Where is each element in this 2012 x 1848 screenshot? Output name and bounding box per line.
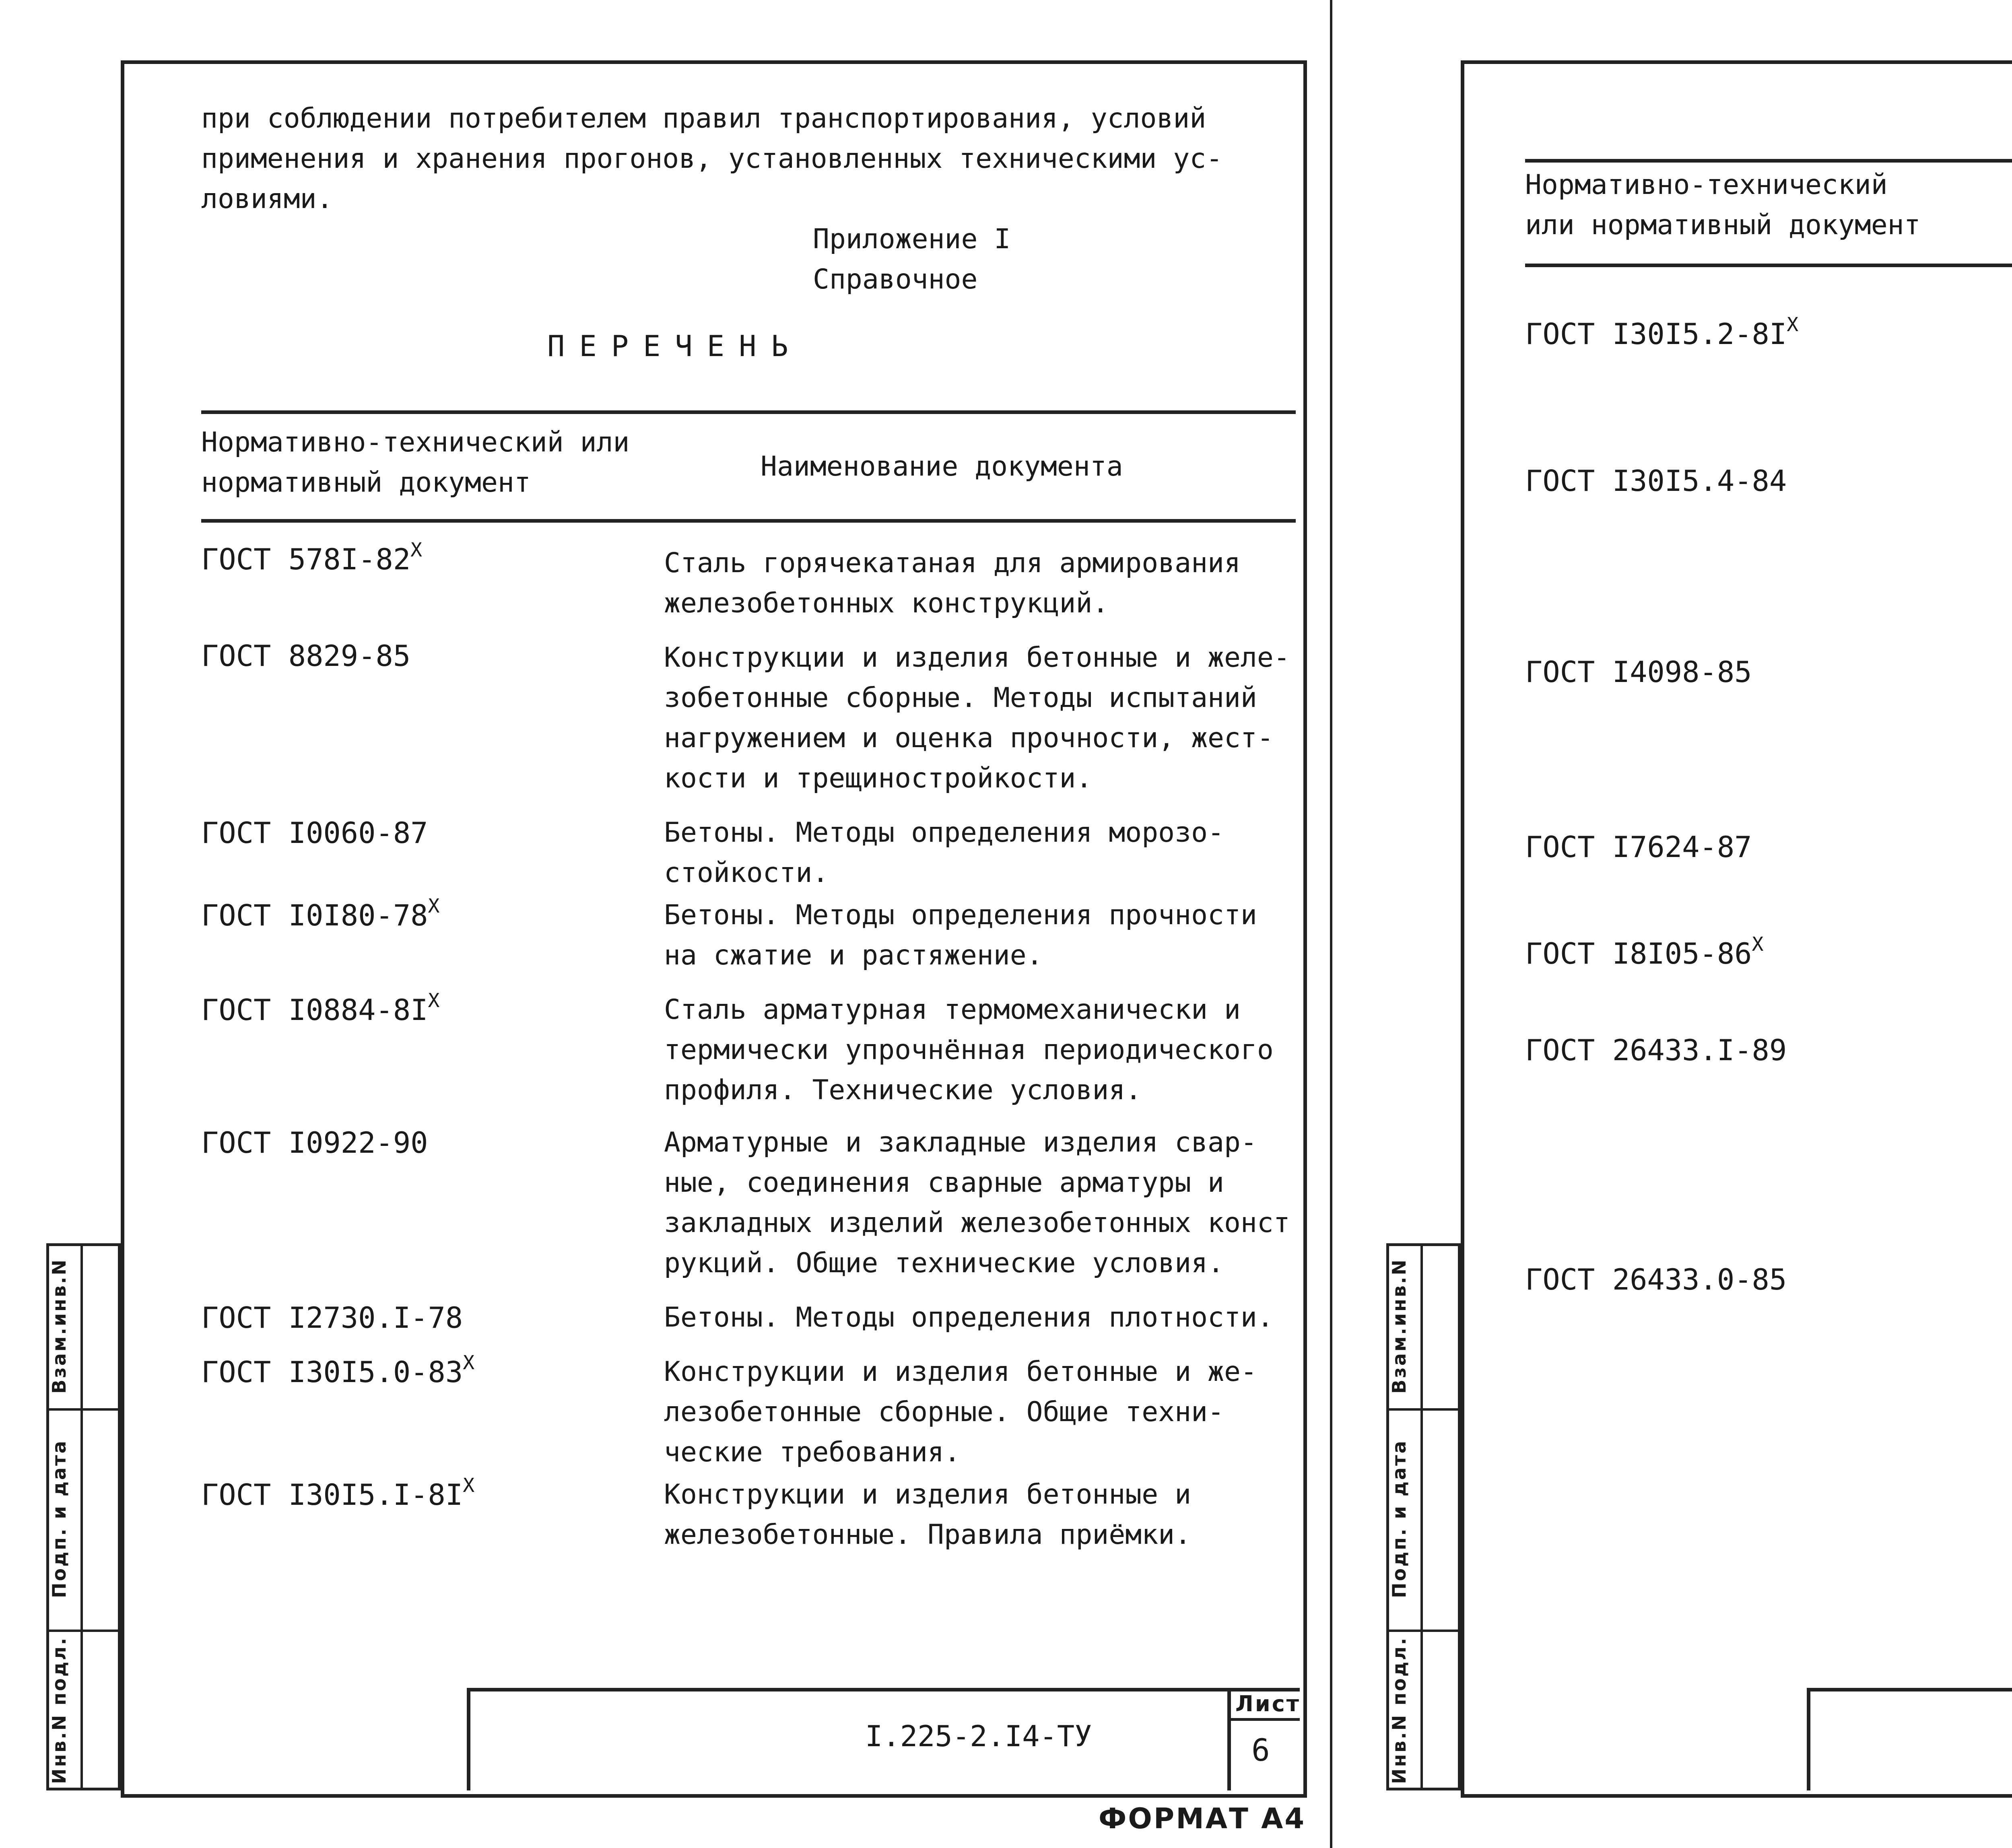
table-row-doc-name: лезобетонные сборные. Общие техни-: [664, 1396, 1224, 1428]
left-intro-line-3: ловиями.: [201, 183, 333, 215]
side-label-sign-date: Подп. и дата: [48, 1439, 70, 1599]
right-col-doc-header-2: или нормативный документ: [1525, 209, 1921, 241]
left-side-stamp-divider: [80, 1243, 83, 1790]
table-row-doc-name: рукций. Общие технические условия.: [664, 1247, 1224, 1279]
table-row-doc-code: ГОСТ $I8I05-86^X$: [1525, 933, 1764, 970]
left-titleblock-top-rule: [467, 1688, 1300, 1691]
table-row-doc-code: ГОСТ I30I5.4-84: [1525, 464, 1787, 498]
table-row-doc-name: зобетонные сборные. Методы испытаний: [664, 682, 1257, 714]
table-row-doc-name: Сталь арматурная термомеханически и: [664, 994, 1241, 1026]
table-row-doc-name: ные, соединения сварные арматуры и: [664, 1167, 1224, 1199]
table-row-doc-name: Конструкции и изделия бетонные и же-: [664, 1356, 1257, 1388]
right-header-bottom-rule: [1525, 264, 2012, 267]
side-label-sign-date: Подп. и дата: [1388, 1439, 1410, 1599]
side-label-inv-orig: Инв.N подл.: [1388, 1636, 1410, 1784]
left-header-bottom-rule: [201, 519, 1296, 523]
appendix-type: Справочное: [813, 264, 978, 295]
table-row-doc-code: ГОСТ 26433.0-85: [1525, 1263, 1787, 1296]
table-row-doc-name: кости и трещиностройкости.: [664, 762, 1093, 794]
table-row-doc-name: Бетоны. Методы определения морозо-: [664, 817, 1224, 849]
table-row-doc-name: стойкости.: [664, 857, 829, 889]
table-row-doc-name: на сжатие и растяжение.: [664, 939, 1043, 971]
right-titleblock-left-rule: [1807, 1688, 1810, 1790]
left-format-label: ФОРМАТ А4: [1099, 1802, 1306, 1835]
table-row-doc-code: ГОСТ I0060-87: [201, 816, 428, 850]
table-row-doc-code: ГОСТ $I30I5.0-83^X$: [201, 1351, 475, 1389]
right-header-top-rule: [1525, 159, 2012, 163]
right-side-stamp-divider: [1420, 1243, 1423, 1790]
left-intro-line-1: при соблюдении потребителем правил транспортирования, условий: [201, 103, 1206, 134]
right-side-stamp-row-rule: [1386, 1408, 1461, 1411]
left-side-stamp-row-rule: [46, 1630, 121, 1632]
left-col-doc-header-2: нормативный документ: [201, 467, 531, 499]
table-row-doc-name: нагружением и оценка прочности, жест-: [664, 722, 1274, 754]
left-col-doc-header-1: Нормативно-технический или: [201, 426, 630, 458]
table-row-doc-name: Сталь горячекатаная для армирования: [664, 547, 1241, 579]
table-row-doc-code: ГОСТ $I0884-8I^X$: [201, 989, 440, 1027]
left-side-stamp-row-rule: [46, 1408, 121, 1411]
side-label-replace-inv: Взам.инв.N: [48, 1258, 70, 1394]
table-row-doc-name: ческие требования.: [664, 1436, 961, 1468]
table-row-doc-code: ГОСТ I7624-87: [1525, 830, 1752, 864]
left-sheet-number: 6: [1251, 1732, 1270, 1768]
table-row-doc-name: железобетонные. Правила приёмки.: [664, 1519, 1192, 1551]
table-row-doc-code: ГОСТ 8829-85: [201, 639, 411, 673]
side-label-replace-inv: Взам.инв.N: [1388, 1258, 1410, 1394]
table-row-doc-name: закладных изделий железобетонных конст: [664, 1207, 1290, 1239]
table-row-doc-name: Конструкции и изделия бетонные и: [664, 1479, 1192, 1510]
left-col-name-header: Наименование документа: [761, 451, 1123, 482]
table-row-doc-code: ГОСТ $I30I5.2-8I^X$: [1525, 313, 1799, 351]
left-doc-number: I.225-2.I4-ТУ: [865, 1719, 1092, 1753]
left-titleblock-left-rule: [467, 1688, 470, 1790]
right-side-stamp-row-rule: [1386, 1630, 1461, 1632]
table-row-doc-name: Арматурные и закладные изделия свар-: [664, 1127, 1257, 1158]
left-sheet-label: Лист: [1235, 1691, 1301, 1716]
table-row-doc-name: профиля. Технические условия.: [664, 1074, 1142, 1106]
fold-line: [1330, 0, 1332, 1848]
table-row-doc-code: ГОСТ $I30I5.I-8I^X$: [201, 1474, 475, 1512]
table-row-doc-code: ГОСТ I0922-90: [201, 1126, 428, 1160]
left-header-top-rule: [201, 410, 1296, 414]
table-row-doc-name: железобетонных конструкций.: [664, 587, 1109, 619]
right-col-doc-header-1: Нормативно-технический: [1525, 169, 1888, 201]
left-sheet-box-rule: [1227, 1688, 1231, 1790]
table-row-doc-code: ГОСТ I2730.I-78: [201, 1301, 463, 1335]
left-intro-line-2: применения и хранения прогонов, установленных техническими ус-: [201, 143, 1223, 175]
table-row-doc-code: ГОСТ $I0I80-78^X$: [201, 895, 440, 932]
list-title: ПЕРЕЧЕНЬ: [547, 329, 803, 363]
table-row-doc-code: ГОСТ $578I-82^X$: [201, 539, 423, 576]
side-label-inv-orig: Инв.N подл.: [48, 1636, 70, 1784]
table-row-doc-code: ГОСТ I4098-85: [1525, 655, 1752, 689]
left-sheet-box-mid-rule: [1227, 1718, 1300, 1721]
table-row-doc-name: Бетоны. Методы определения плотности.: [664, 1302, 1274, 1333]
table-row-doc-name: Конструкции и изделия бетонные и желе-: [664, 642, 1290, 674]
table-row-doc-name: термически упрочнённая периодического: [664, 1034, 1274, 1066]
table-row-doc-name: Бетоны. Методы определения прочности: [664, 899, 1257, 931]
appendix-label: Приложение I: [813, 223, 1011, 255]
right-titleblock-top-rule: [1807, 1688, 2012, 1691]
table-row-doc-code: ГОСТ 26433.I-89: [1525, 1033, 1787, 1067]
